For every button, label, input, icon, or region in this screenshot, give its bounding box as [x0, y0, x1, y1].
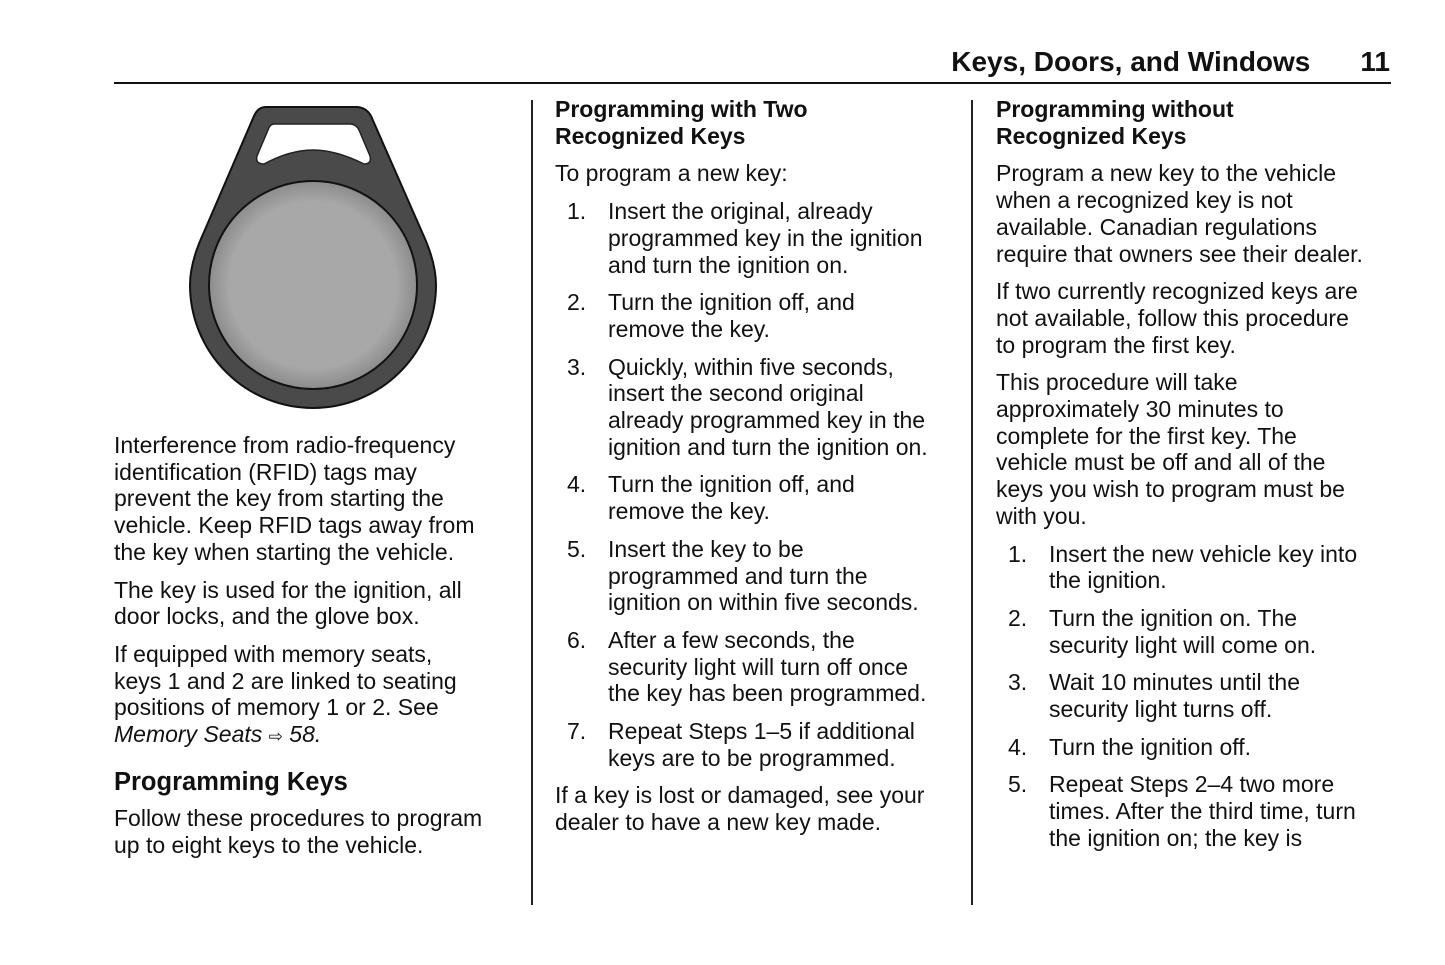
paragraph: The key is used for the ignition, all door locks, and the glove box.: [114, 576, 462, 630]
list-item: [555, 198, 955, 278]
rfid-key-fob-image: [186, 102, 440, 412]
subsection-heading: Programming with Two Recognized Keys: [555, 96, 808, 149]
list-item: [996, 541, 1396, 594]
step-text: Wait 10 minutes until the security light turns off.: [1049, 669, 1300, 723]
page-header: [951, 46, 1390, 78]
list-item: [555, 471, 955, 524]
step-text: Turn the ignition off, and remove the key.: [608, 289, 855, 342]
list-item: [555, 354, 955, 461]
step-number: 4.: [1008, 733, 1028, 760]
step-text: Insert the original, already programmed key in the ignition and turn the ignition on.: [608, 198, 923, 278]
step-text: Turn the ignition off.: [1049, 733, 1252, 760]
paragraph: Follow these procedures to program up to eight keys to the vehicle.: [114, 805, 483, 859]
step-number: 2.: [567, 289, 587, 316]
column-2: [555, 96, 955, 847]
step-text: Turn the ignition on. The security light will come on.: [1049, 604, 1317, 658]
column-3: [996, 96, 1396, 863]
step-text: Insert the key to be programmed and turn the ignition on within five seconds.: [608, 535, 919, 616]
step-number: 4.: [567, 471, 587, 498]
list-item: [996, 605, 1396, 658]
section-heading: Programming Keys: [114, 767, 348, 796]
step-number: 7.: [567, 718, 587, 745]
list-item: [555, 718, 955, 771]
step-number: 2.: [1008, 604, 1028, 631]
list-item: [555, 627, 955, 707]
step-text: After a few seconds, the security light will turn off once the key has been programmed.: [608, 626, 927, 707]
paragraph: Interference from radio-frequency identification (RFID) tags may prevent the key from starting the vehicle. Keep RFID tags away from the key when starting the vehicle.: [114, 432, 475, 565]
column-1: [114, 432, 514, 870]
page-reference[interactable]: 58: [289, 721, 315, 748]
step-number: 6.: [567, 626, 587, 653]
step-text: Turn the ignition off, and remove the key.: [608, 471, 855, 525]
list-item: [996, 734, 1396, 761]
step-text: Quickly, within five seconds, insert the second original already programmed key in the ignition and turn the ignition on.: [608, 353, 928, 460]
list-item: [555, 289, 955, 342]
step-number: 1.: [1008, 540, 1028, 567]
header-rule: [114, 82, 1391, 84]
step-number: 5.: [567, 535, 587, 562]
list-item: [555, 536, 955, 616]
paragraph: This procedure will take approximately 30 minutes to complete for the first key. The vehicle must be off and all of the keys you wish to program must be with you.: [996, 369, 1345, 529]
step-text: Insert the new vehicle key into the ignition.: [1049, 540, 1358, 594]
section-title: Keys, Doors, and Windows: [951, 46, 1311, 77]
step-number: 1.: [567, 198, 587, 225]
step-text: Repeat Steps 1–5 if additional keys are to be programmed.: [608, 718, 915, 771]
column-divider: [971, 100, 973, 905]
paragraph: If a key is lost or damaged, see your dealer to have a new key made.: [555, 782, 925, 836]
step-number: 3.: [567, 353, 587, 380]
step-number: 3.: [1008, 669, 1028, 696]
paragraph: Program a new key to the vehicle when a recognized key is not available. Canadian regulations require that owners see their dealer.: [996, 160, 1363, 267]
arrow-icon: ⇨: [268, 727, 283, 747]
subsection-heading: Programming without Recognized Keys: [996, 96, 1234, 149]
column-divider: [531, 100, 533, 905]
step-number: 5.: [1008, 771, 1028, 798]
memory-seats-link[interactable]: Memory Seats: [114, 721, 263, 748]
paragraph: To program a new key:: [555, 160, 788, 187]
steps-list: [996, 541, 1396, 852]
steps-list: [555, 198, 955, 771]
paragraph: If two currently recognized keys are not available, follow this procedure to program the first key.: [996, 278, 1358, 358]
list-item: [996, 669, 1396, 722]
list-item: [996, 771, 1396, 851]
step-text: Repeat Steps 2–4 two more times. After the third time, turn the ignition on; the key is: [1049, 771, 1356, 851]
paragraph: If equipped with memory seats, keys 1 and 2 are linked to seating positions of memory 1 or 2. See Memory Seats ⇨ 58.: [114, 640, 457, 748]
page-number: 11: [1360, 46, 1390, 77]
